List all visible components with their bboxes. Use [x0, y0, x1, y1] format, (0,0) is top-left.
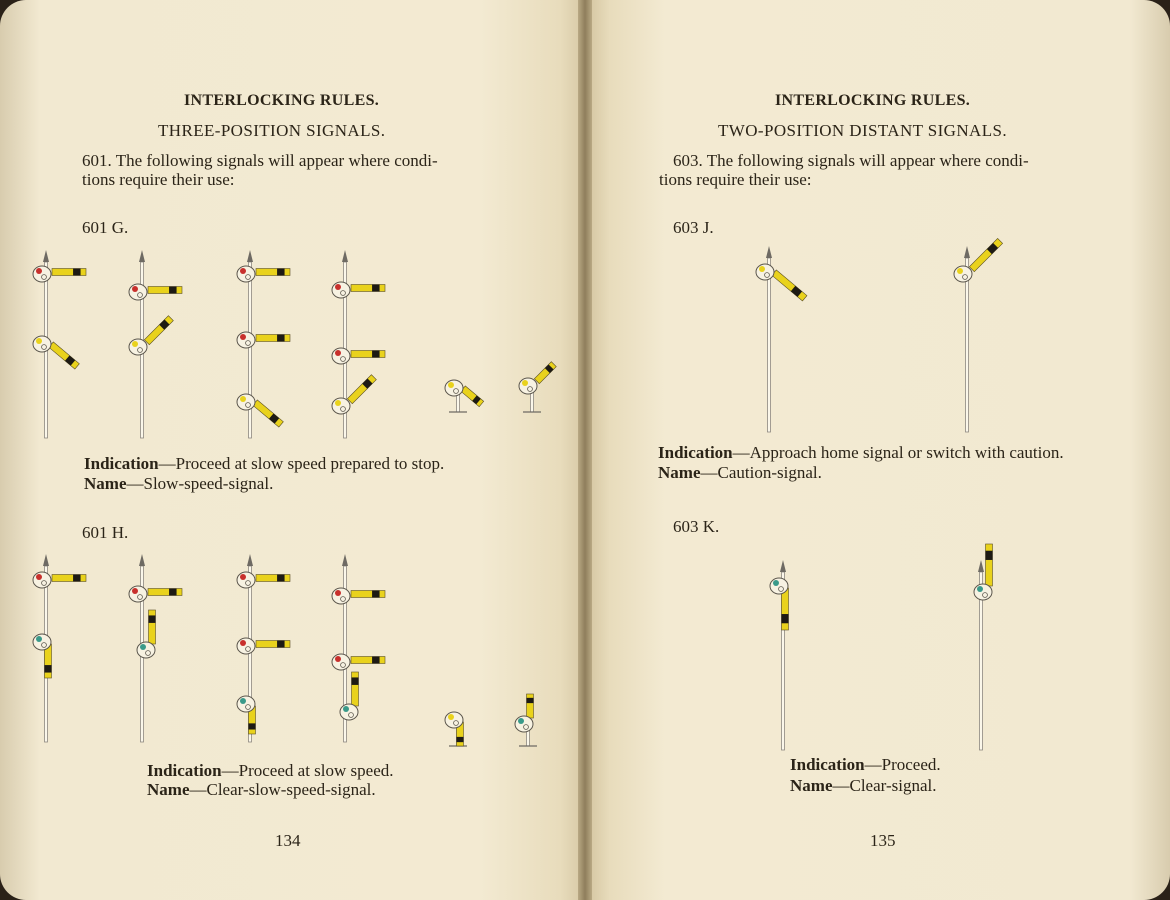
semaphore-blade: [148, 589, 182, 596]
signal-light: [240, 640, 246, 646]
blade-band: [457, 737, 464, 742]
signal-light: [36, 574, 42, 580]
mast-finial: [780, 560, 786, 572]
blade-body: [256, 575, 290, 582]
indication-text: —Approach home signal or switch with caution.: [732, 443, 1064, 462]
spectacle-plate: [33, 634, 51, 650]
signal-light: [36, 636, 42, 642]
blade-band: [277, 575, 284, 582]
left-intro-line1: 601. The following signals will appear where condi-: [82, 151, 438, 170]
blade-body: [149, 610, 156, 644]
right-page-header: INTERLOCKING RULES.: [775, 92, 971, 109]
name-label: Name: [84, 474, 127, 493]
right-page: [585, 0, 1170, 900]
spectacle-plate: [974, 584, 992, 600]
right-intro-line2: tions require their use:: [659, 170, 812, 189]
name-text: —Clear-signal.: [832, 776, 937, 795]
spectacle-plate: [129, 586, 147, 602]
mast-finial: [247, 554, 253, 566]
blade-body: [351, 657, 385, 664]
name-label: Name: [147, 780, 190, 799]
indication-text: —Proceed at slow speed prepared to stop.: [158, 454, 445, 473]
section-label-603k: 603 K.: [673, 517, 720, 536]
blade-body: [527, 694, 534, 718]
signal-light: [977, 586, 983, 592]
name-label: Name: [790, 776, 833, 795]
spectacle-plate: [515, 716, 533, 732]
semaphore-blade: [782, 588, 789, 630]
blade-band: [986, 551, 993, 560]
blade-band: [149, 615, 156, 622]
indication-label: Indication: [658, 443, 733, 462]
semaphore-blade: [351, 591, 385, 598]
indication-label: Indication: [84, 454, 159, 473]
section-label-601h: 601 H.: [82, 523, 129, 542]
signal-light: [343, 706, 349, 712]
spectacle-plate: [770, 578, 788, 594]
blade-body: [986, 544, 993, 586]
blade-band: [352, 677, 359, 684]
blade-body: [52, 575, 86, 582]
signal-light: [335, 590, 341, 596]
left-page-subheader: THREE-POSITION SIGNALS.: [158, 121, 386, 140]
spectacle-plate: [137, 642, 155, 658]
section-label-601g: 601 G.: [82, 218, 129, 237]
spectacle-plate: [445, 712, 463, 728]
blade-body: [351, 591, 385, 598]
semaphore-blade: [352, 672, 359, 706]
mast-finial: [342, 554, 348, 566]
spectacle-plate: [33, 572, 51, 588]
mast-finial: [139, 554, 145, 566]
spectacle-plate: [340, 704, 358, 720]
indication-label: Indication: [147, 761, 222, 780]
blade-body: [256, 641, 290, 648]
indication-text: —Proceed.: [864, 755, 941, 774]
signal-light: [518, 718, 524, 724]
spectacle-plate: [332, 654, 350, 670]
blade-body: [352, 672, 359, 706]
semaphore-blade: [256, 575, 290, 582]
semaphore-blade: [527, 694, 534, 718]
right-page-subheader: TWO-POSITION DISTANT SIGNALS.: [718, 121, 1007, 140]
blade-band: [249, 723, 256, 729]
name-text: —Clear-slow-speed-signal.: [189, 780, 376, 799]
right-intro-line1: 603. The following signals will appear where condi-: [673, 151, 1029, 170]
semaphore-blade: [256, 641, 290, 648]
blade-band: [277, 641, 284, 648]
blade-band: [169, 589, 176, 596]
left-intro-line2: tions require their use:: [82, 170, 235, 189]
spectacle-plate: [332, 588, 350, 604]
mast-finial: [43, 554, 49, 566]
spectacle-plate: [237, 638, 255, 654]
page-number-left: 134: [275, 831, 301, 850]
signal-light: [773, 580, 779, 586]
indication-601h: [147, 761, 393, 781]
signal-light: [132, 588, 138, 594]
spectacle-plate: [237, 572, 255, 588]
mast-finial: [978, 560, 984, 572]
semaphore-blade: [986, 544, 993, 586]
signal-light: [140, 644, 146, 650]
indication-text: —Proceed at slow speed.: [221, 761, 394, 780]
blade-band: [782, 614, 789, 623]
signal-light: [240, 698, 246, 704]
name-603k: [790, 776, 936, 796]
spectacle-plate: [237, 696, 255, 712]
semaphore-blade: [149, 610, 156, 644]
blade-band: [372, 657, 379, 664]
blade-band: [73, 575, 80, 582]
signal-light: [240, 574, 246, 580]
name-label: Name: [658, 463, 701, 482]
blade-band: [45, 665, 52, 672]
book-gutter: [578, 0, 592, 900]
signal-light: [448, 714, 454, 720]
indication-label: Indication: [790, 755, 865, 774]
name-text: —Slow-speed-signal.: [126, 474, 274, 493]
page-number-right: 135: [870, 831, 896, 850]
name-601h: [147, 780, 376, 800]
name-text: —Caution-signal.: [700, 463, 822, 482]
blade-body: [782, 588, 789, 630]
left-page-header: INTERLOCKING RULES.: [184, 92, 380, 109]
section-label-603j: 603 J.: [673, 218, 714, 237]
semaphore-blade: [351, 657, 385, 664]
blade-band: [527, 698, 534, 703]
semaphore-blade: [52, 575, 86, 582]
blade-band: [372, 591, 379, 598]
blade-body: [148, 589, 182, 596]
signal-light: [335, 656, 341, 662]
indication-603k: [790, 755, 941, 775]
